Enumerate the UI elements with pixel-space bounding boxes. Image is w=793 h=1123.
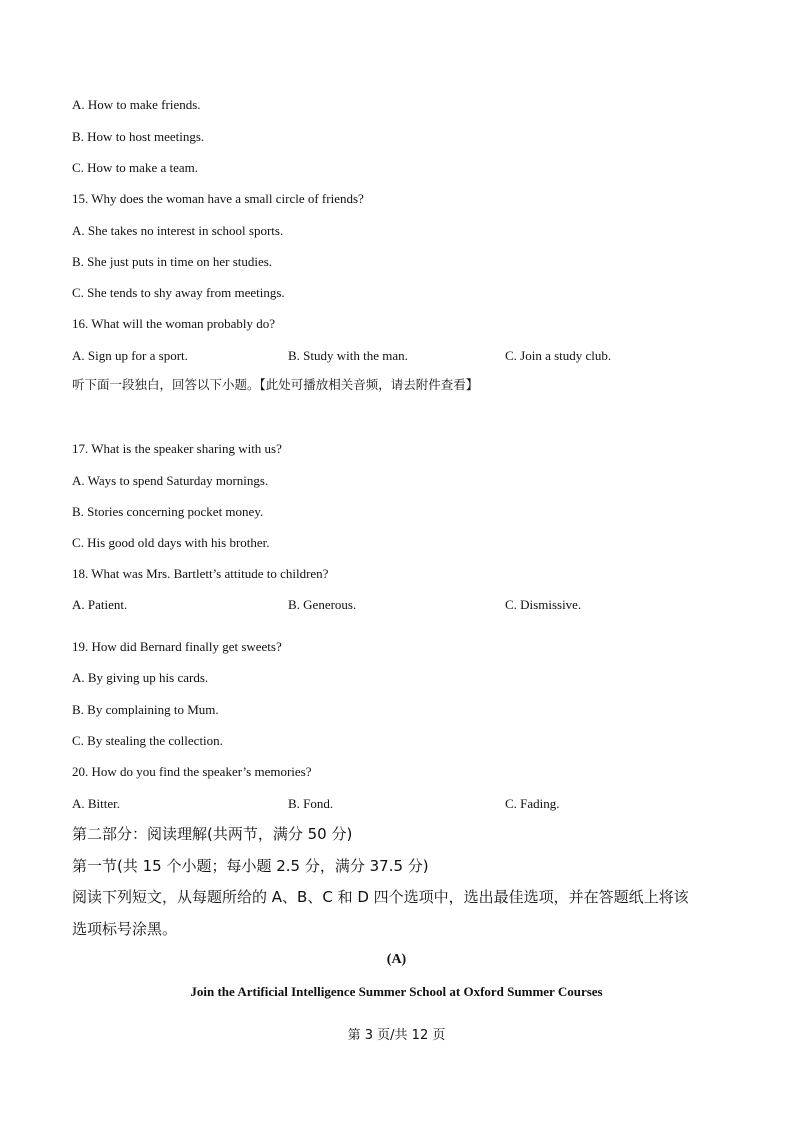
- q16-stem: 16. What will the woman probably do?: [72, 316, 276, 331]
- q20-option-b: B. Fond.: [288, 796, 334, 811]
- q15-option-a: A. She takes no interest in school sports.: [72, 223, 284, 238]
- q17-option-c: C. His good old days with his brother.: [72, 535, 270, 550]
- q14-option-b: B. How to host meetings.: [72, 129, 205, 144]
- passage-label: (A): [386, 952, 407, 967]
- q18-option-b: B. Generous.: [288, 597, 357, 612]
- q18-option-a: A. Patient.: [72, 597, 128, 612]
- q17-option-b: B. Stories concerning pocket money.: [72, 504, 264, 519]
- passage-title: Join the Artificial Intelligence Summer School at Oxford Summer Courses: [190, 984, 603, 999]
- page-number-footer: 第 3 页/共 12 页: [347, 1028, 446, 1043]
- q18-stem: 18. What was Mrs. Bartlett’s attitude to children?: [72, 566, 329, 581]
- q17-option-a: A. Ways to spend Saturday mornings.: [72, 473, 269, 488]
- reading-instruction-line-1: 阅读下列短文，从每题所给的 A、B、C 和 D 四个选项中，选出最佳选项，并在答题纸上将该: [72, 888, 689, 906]
- reading-instruction-line-2: 选项标号涂黑。: [72, 920, 178, 938]
- q19-stem: 19. How did Bernard finally get sweets?: [72, 639, 282, 654]
- q14-option-c: C. How to make a team.: [72, 160, 198, 175]
- q16-option-a: A. Sign up for a sport.: [72, 348, 188, 363]
- reading-section-title: 第一节(共 15 个小题；每小题 2.5 分，满分 37.5 分): [72, 857, 429, 875]
- q15-stem: 15. Why does the woman have a small circle of friends?: [72, 191, 364, 206]
- q19-option-a: A. By giving up his cards.: [72, 670, 209, 685]
- monologue-instruction: 听下面一段独白，回答以下小题。【此处可播放相关音频，请去附件查看】: [72, 377, 479, 392]
- q15-option-c: C. She tends to shy away from meetings.: [72, 285, 285, 300]
- q20-option-c: C. Fading.: [505, 796, 560, 811]
- q20-option-a: A. Bitter.: [72, 796, 121, 811]
- q16-option-b: B. Study with the man.: [288, 348, 408, 363]
- q18-option-c: C. Dismissive.: [505, 597, 582, 612]
- reading-part-title: 第二部分：阅读理解(共两节，满分 50 分): [72, 825, 353, 843]
- q17-stem: 17. What is the speaker sharing with us?: [72, 441, 282, 456]
- q20-stem: 20. How do you find the speaker’s memories?: [72, 764, 312, 779]
- q16-option-c: C. Join a study club.: [505, 348, 612, 363]
- q19-option-b: B. By complaining to Mum.: [72, 702, 219, 717]
- q19-option-c: C. By stealing the collection.: [72, 733, 223, 748]
- q15-option-b: B. She just puts in time on her studies.: [72, 254, 273, 269]
- q14-option-a: A. How to make friends.: [72, 97, 201, 112]
